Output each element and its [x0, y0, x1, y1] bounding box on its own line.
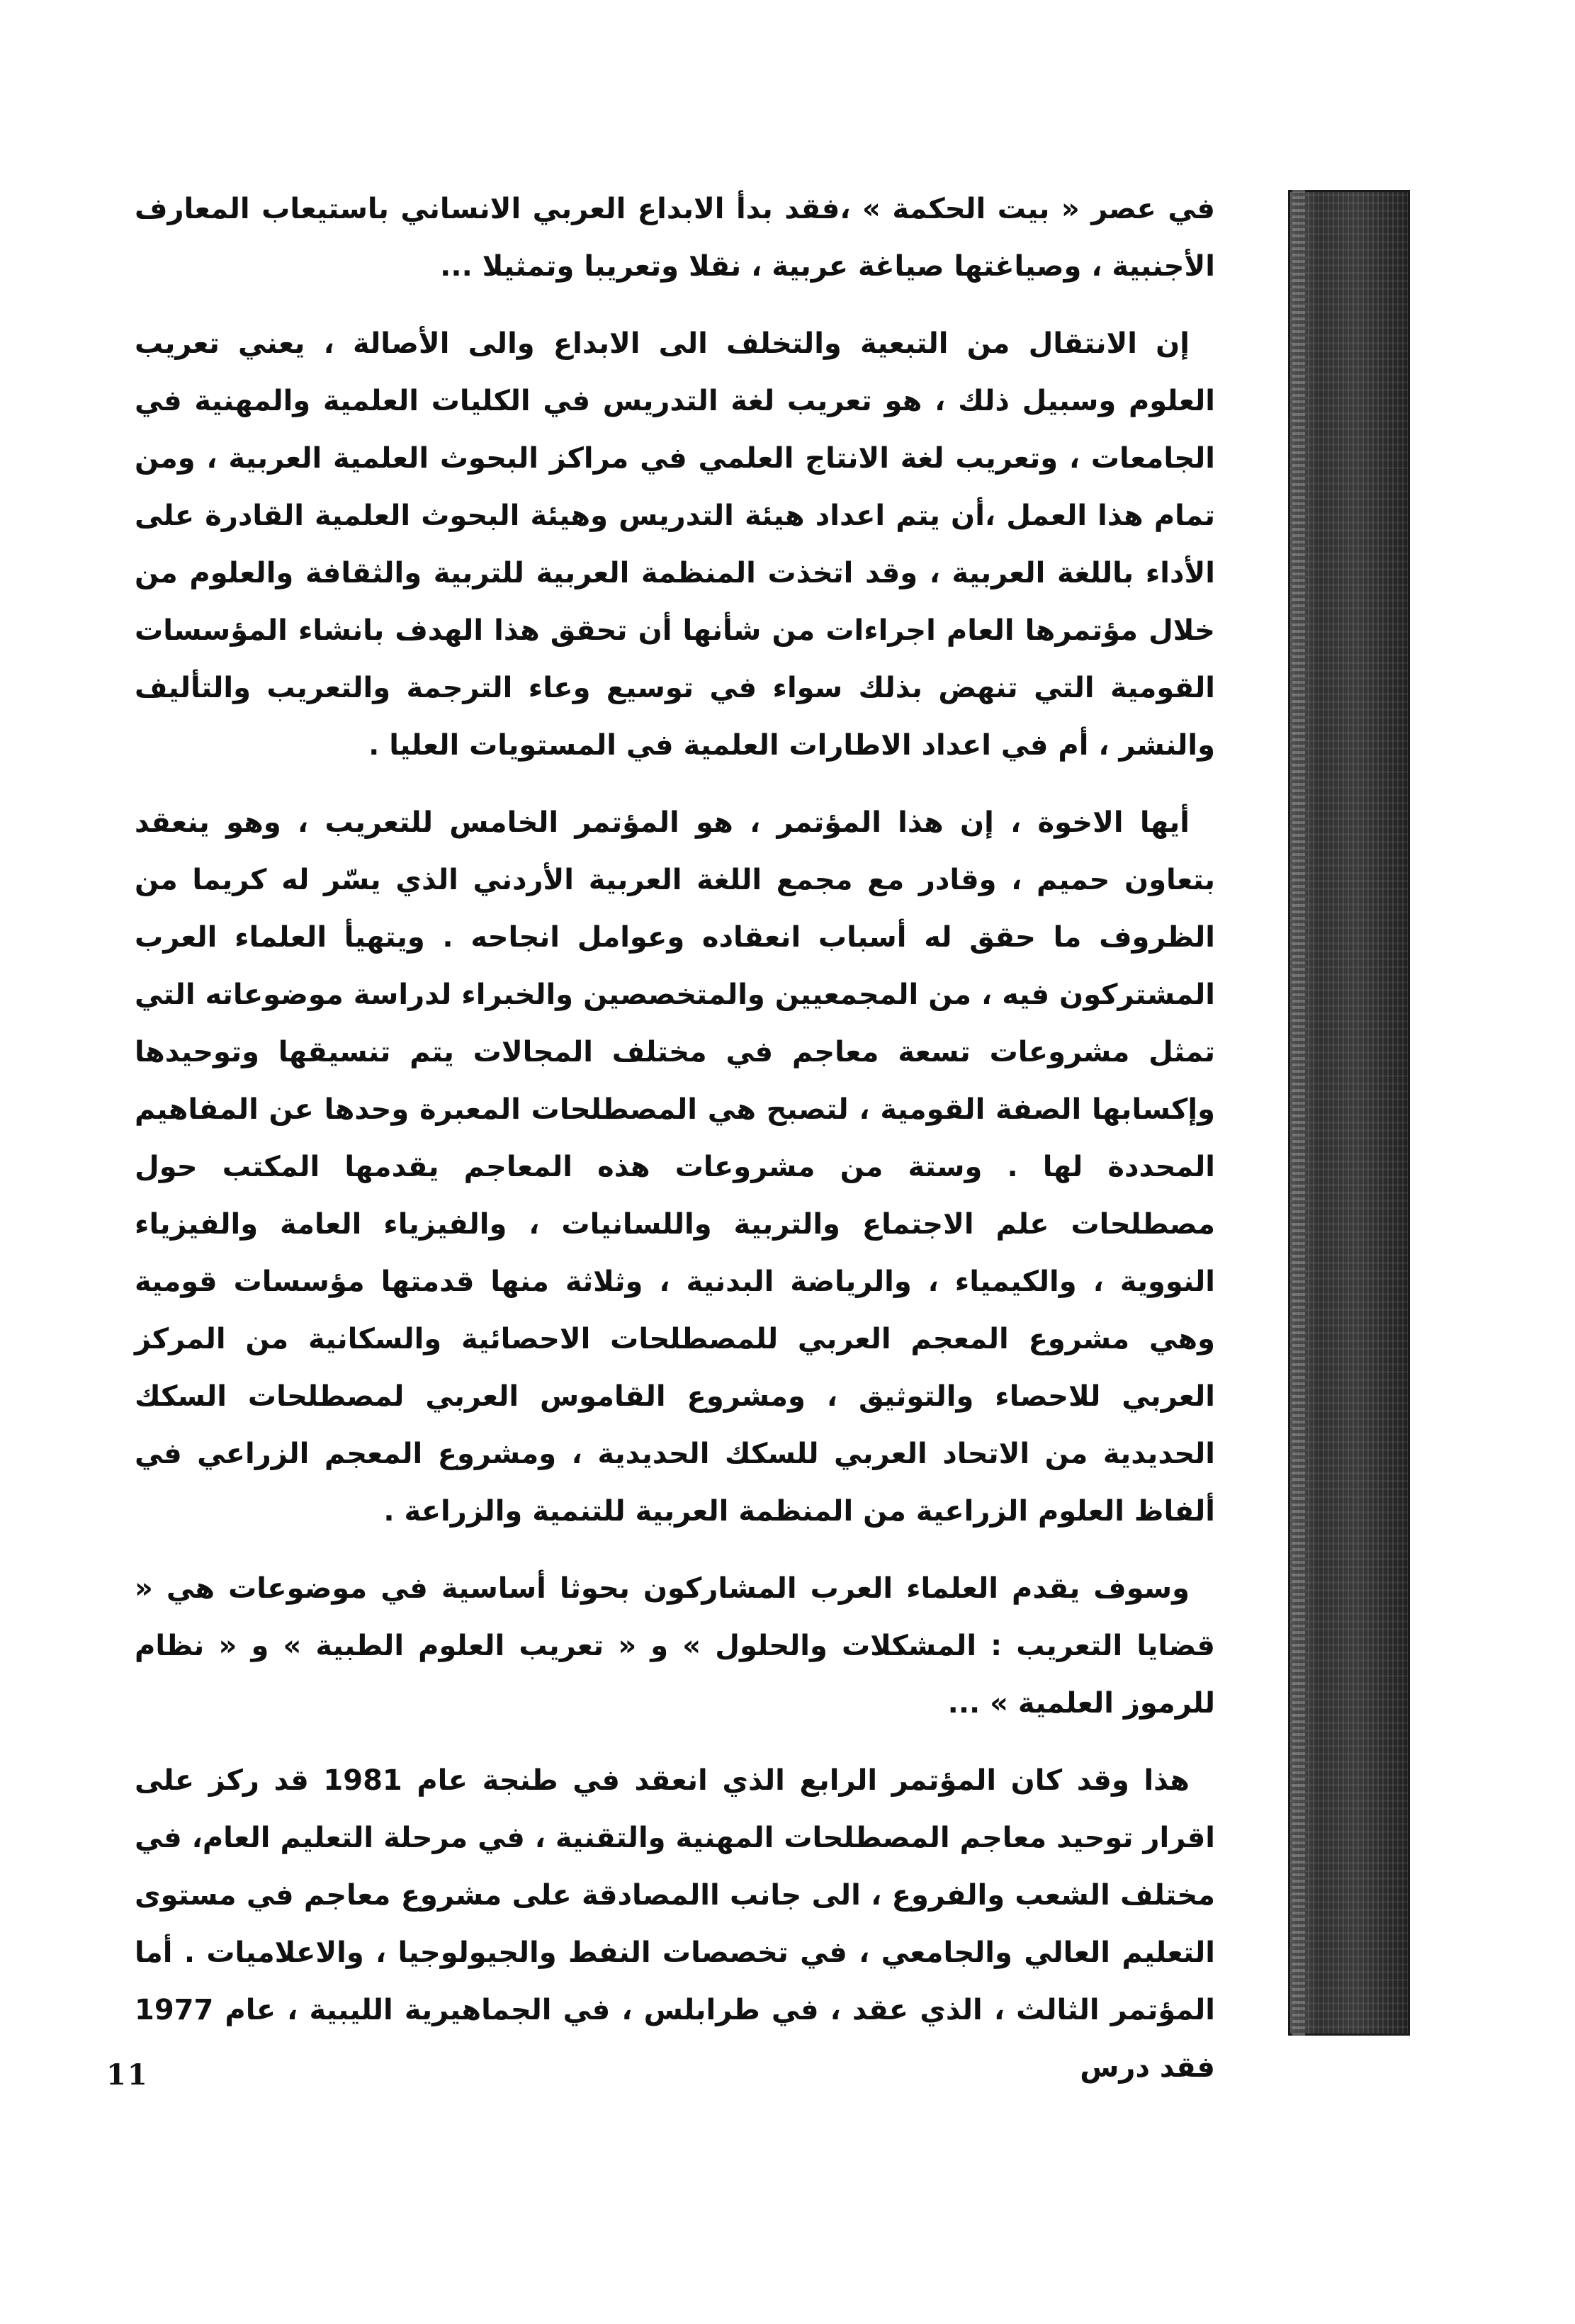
paragraph-1: في عصر « بيت الحكمة » ،فقد بدأ الابداع العربي الانساني باستيعاب المعارف الأجنبية ، وصياغتها صياغة عربية ، نقلا وتعريبا وتمثيلا ...	[135, 193, 1215, 283]
decorative-side-bar	[1288, 190, 1410, 2036]
paragraph-2: إن الانتقال من التبعية والتخلف الى الابداع والى الأصالة ، يعني تعريب العلوم وسبيل ذلك ، هو تعريب لغة التدريس في الكليات العلمية والمهنية في الجامعات ، وتعريب لغة الانتاج العلمي في مراكز البحوث العلمية العربية ، ومن تمام هذا العمل ،أن يتم اعداد هيئة التدريس وهيئة البحوث العلمية القادرة على الأداء باللغة العربية ، وقد اتخذت المنظمة العربية للتربية والثقافة والعلوم من خلال مؤتمرها العام اجراءات من شأنها أن تحقق هذا الهدف بانشاء المؤسسات القومية التي تنهض بذلك سواء في توسيع وعاء الترجمة والتعريب والتأليف والنشر ، أم في اعداد الاطارات العلمية في المستويات العليا .	[135, 327, 1215, 762]
paragraph-4: وسوف يقدم العلماء العرب المشاركون بحوثا أساسية في موضوعات هي « قضايا التعريب : المشكلات والحلول » و « تعريب العلوم الطبية » و « نظام للرموز العلمية » ...	[135, 1572, 1215, 1720]
paragraph-3: أيها الاخوة ، إن هذا المؤتمر ، هو المؤتمر الخامس للتعريب ، وهو ينعقد بتعاون حميم ، وقادر مع مجمع اللغة العربية الأردني الذي يسّر له كريما من الظروف ما حقق له أسباب انعقاده وعوامل انجاحه . ويتهيأ العلماء العرب المشتركون فيه ، من المجمعيين والمتخصصين والخبراء لدراسة موضوعاته التي تمثل مشروعات تسعة معاجم في مختلف المجالات يتم تنسيقها وتوحيدها وإكسابها الصفة القومية ، لتصبح هي المصطلحات المعبرة وحدها عن المفاهيم المحددة لها . وستة من مشروعات هذه المعاجم يقدمها المكتب حول مصطلحات علم الاجتماع والتربية واللسانيات ، والفيزياء العامة والفيزياء النووية ، والكيمياء ، والرياضة البدنية ، وثلاثة منها قدمتها مؤسسات قومية وهي مشروع المعجم العربي للمصطلحات الاحصائية والسكانية من المركز العربي للاحصاء والتوثيق ، ومشروع القاموس العربي لمصطلحات السكك الحديدية من الاتحاد العربي للسكك الحديدية ، ومشروع المعجم الزراعي في ألفاظ العلوم الزراعية من المنظمة العربية للتنمية والزراعة .	[135, 806, 1215, 1528]
page-number: 11	[106, 2058, 149, 2092]
body-text	[135, 181, 1215, 2084]
paragraph-5: هذا وقد كان المؤتمر الرابع الذي انعقد في طنجة عام 1981 قد ركز على اقرار توحيد معاجم المصطلحات المهنية والتقنية ، في مرحلة التعليم العام، في مختلف الشعب والفروع ، الى جانب االمصادقة على مشروع معاجم في مستوى التعليم العالي والجامعي ، في تخصصات النفط والجيولوجيا ، والاعلاميات . أما المؤتمر الثالث ، الذي عقد ، في طرابلس ، في الجماهيرية الليبية ، عام 1977 فقد درس	[135, 1764, 1215, 2084]
